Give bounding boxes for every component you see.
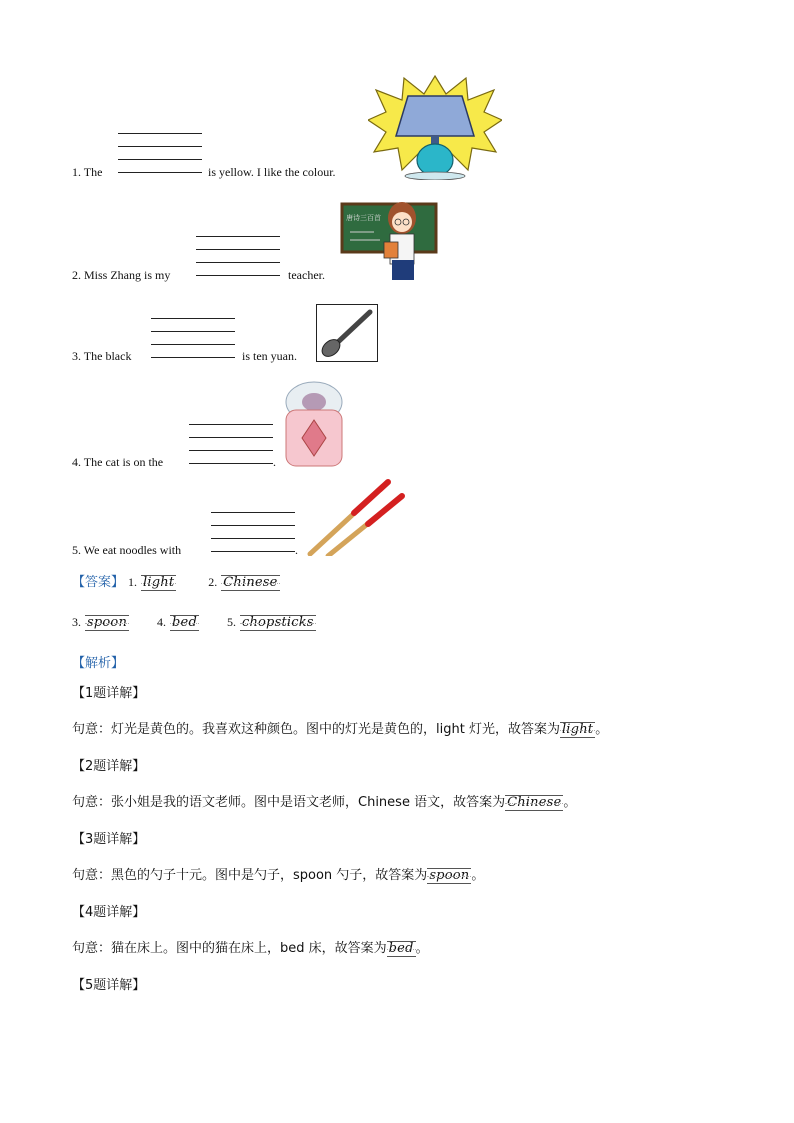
- question-5-suffix: .: [295, 543, 298, 557]
- answer-4-num: 4.: [157, 615, 167, 629]
- detail-3-word: spoon: [429, 868, 470, 883]
- teacher-image: [340, 196, 438, 282]
- answer-2-num: 2.: [208, 575, 218, 589]
- detail-4-text: 句意：猫在床上。图中的猫在床上，bed 床，故答案为 bed 。: [72, 941, 429, 956]
- question-3-suffix: is ten yuan.: [242, 349, 297, 363]
- detail-2-text: 句意：张小姐是我的语文老师。图中是语文老师，Chinese 语文，故答案为 Chinese 。: [72, 795, 577, 810]
- detail-4-title: 【4题详解】: [72, 905, 146, 920]
- svg-text:唐诗三百首: 唐诗三百首: [346, 214, 381, 222]
- detail-5-title: 【5题详解】: [72, 978, 146, 993]
- detail-1-title: 【1题详解】: [72, 686, 146, 701]
- answer-3-num: 3.: [72, 615, 81, 629]
- question-2-suffix: teacher.: [288, 268, 325, 282]
- analysis-label: 【解析】: [72, 656, 125, 671]
- question-5-blank: [211, 512, 295, 552]
- question-1-suffix: is yellow. I like the colour.: [208, 165, 336, 179]
- question-4-prefix: 4. The cat is on the: [72, 455, 164, 469]
- question-2-blank: [196, 236, 280, 276]
- answer-3-word: spoon: [87, 615, 128, 630]
- answer-2-word: Chinese: [223, 575, 278, 590]
- detail-1-word: light: [561, 722, 594, 737]
- answer-5-word: chopsticks: [241, 615, 314, 630]
- question-1-blank: [118, 133, 202, 173]
- question-4-suffix: .: [273, 455, 276, 469]
- detail-3-text: 句意：黑色的勺子十元。图中是勺子，spoon 勺子，故答案为 spoon 。: [72, 868, 485, 883]
- detail-4-word: bed: [388, 941, 414, 956]
- answer-row-2: [72, 613, 316, 631]
- chopsticks-image: [306, 478, 406, 556]
- answer-1-word: light: [143, 575, 175, 590]
- spoon-image: [316, 304, 378, 362]
- question-1-prefix: 1. The: [72, 165, 103, 179]
- answer-1-num: 1.: [128, 575, 138, 589]
- lamp-image: [368, 72, 502, 180]
- question-5-prefix: 5. We eat noodles with: [72, 543, 182, 557]
- detail-2-title: 【2题详解】: [72, 759, 146, 774]
- question-4-blank: [189, 424, 273, 464]
- answer-4-word: bed: [172, 615, 197, 630]
- question-3-blank: [151, 318, 235, 358]
- answer-label: 【答案】: [72, 575, 125, 590]
- detail-2-word: Chinese: [507, 795, 562, 810]
- answer-5-num: 5.: [226, 615, 236, 629]
- question-3-prefix: 3. The black: [72, 349, 132, 363]
- detail-1-text: 句意：灯光是黄色的。我喜欢这种颜色。图中的灯光是黄色的，light 灯光，故答案为 light 。: [72, 722, 609, 737]
- bed-image: [282, 378, 346, 470]
- detail-3-title: 【3题详解】: [72, 832, 146, 847]
- answer-row-1: [72, 571, 280, 591]
- question-2-prefix: 2. Miss Zhang is my: [72, 268, 171, 282]
